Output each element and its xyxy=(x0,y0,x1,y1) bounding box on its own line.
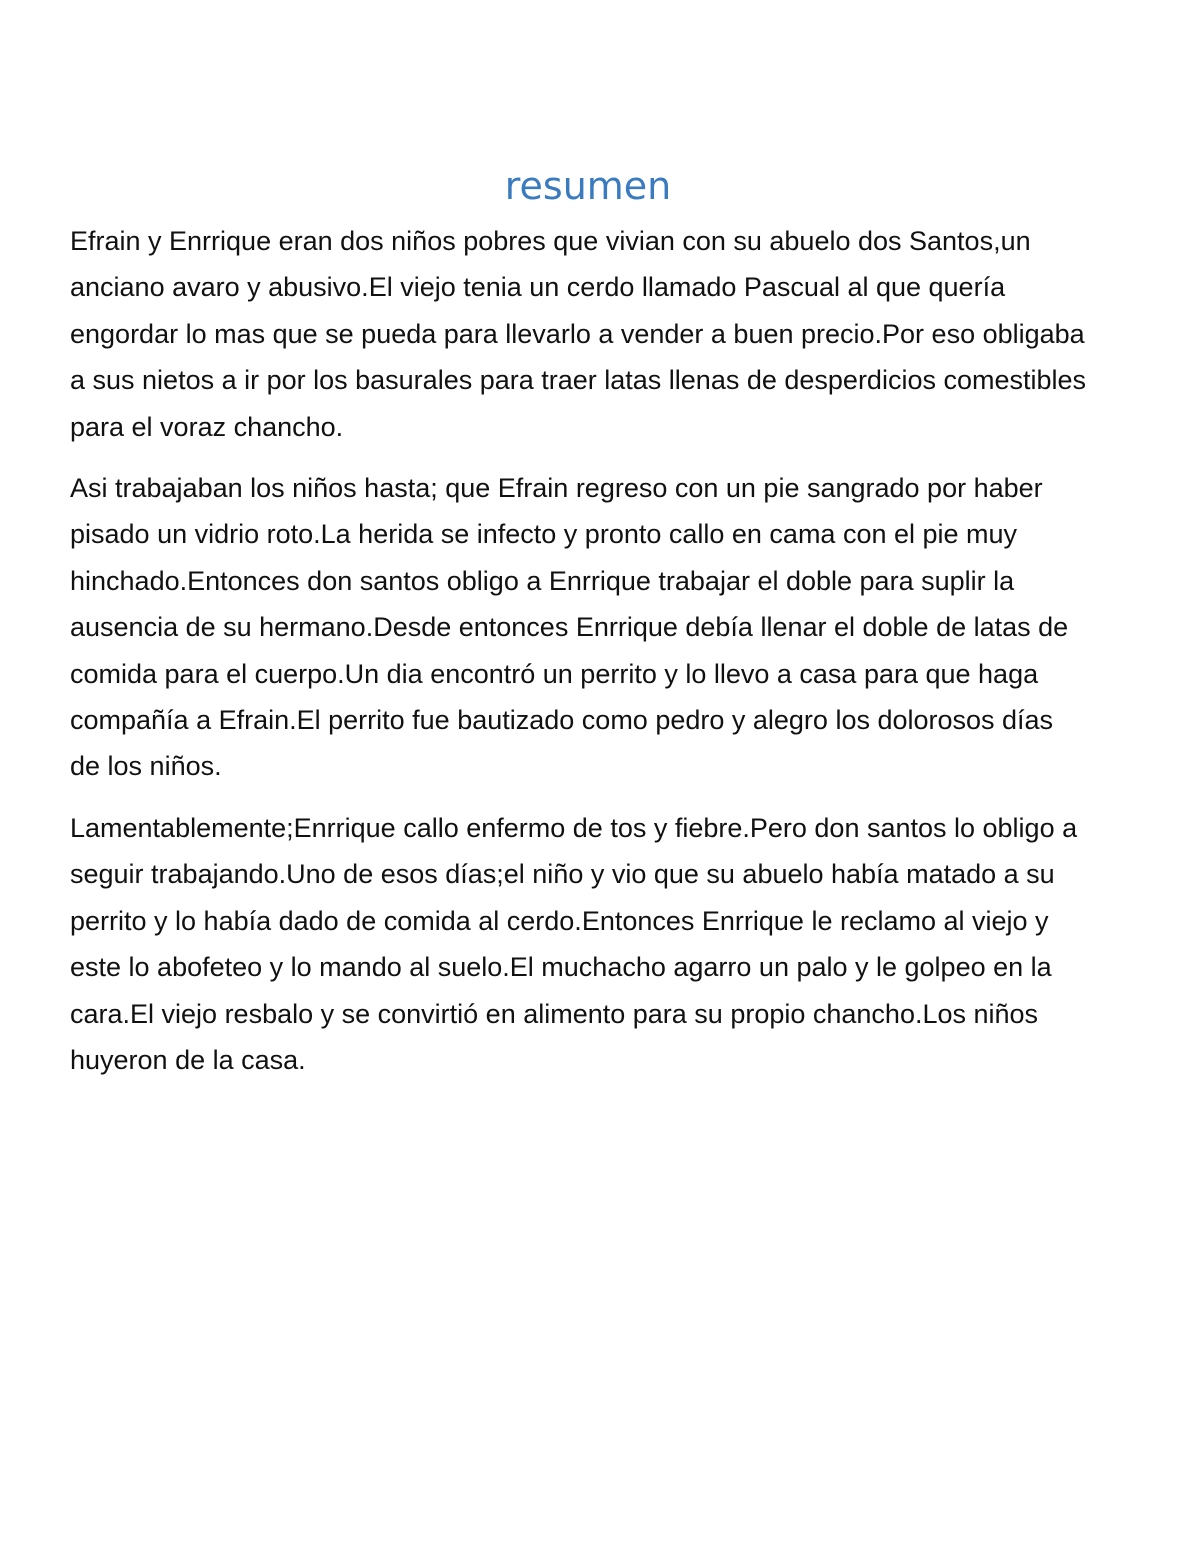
paragraph-1: Efrain y Enrrique eran dos niños pobres que vivian con su abuelo dos Santos,un anciano avaro y abusivo.El viejo tenia un cerdo llamado Pascual al que quería engordar lo mas que se pueda para llevarlo a vender a buen precio.Por eso obligaba a sus nietos a ir por los basurales para traer latas llenas de desperdicios comestibles para el voraz chancho. xyxy=(70,226,1087,442)
paragraph-2: Asi trabajaban los niños hasta; que Efrain regreso con un pie sangrado por haber pisado un vidrio roto.La herida se infecto y pronto callo en cama con el pie muy hinchado.Entonces don santos obligo a Enrrique trabajar el doble para suplir la ausencia de su hermano.Desde entonces Enrrique debía llenar el doble de latas de comida para el cuerpo.Un dia encontró un perrito y lo llevo a casa para que haga compañía a Efrain.El perrito fue bautizado como pedro y alegro los dolorosos días de los niños. xyxy=(70,473,1069,782)
document-title: resumen xyxy=(504,164,672,208)
paragraph-3: Lamentablemente;Enrrique callo enfermo de tos y fiebre.Pero don santos lo obligo a seguir trabajando.Uno de esos días;el niño y vio que su abuelo había matado a su perrito y lo había dado de comida al cerdo.Entonces Enrrique le reclamo al viejo y este lo abofeteo y lo mando al suelo.El muchacho agarro un palo y le golpeo en la cara.El viejo resbalo y se convirtió en alimento para su propio chancho.Los niños huyeron de la casa. xyxy=(70,812,1078,1075)
document-body xyxy=(70,218,1090,1098)
